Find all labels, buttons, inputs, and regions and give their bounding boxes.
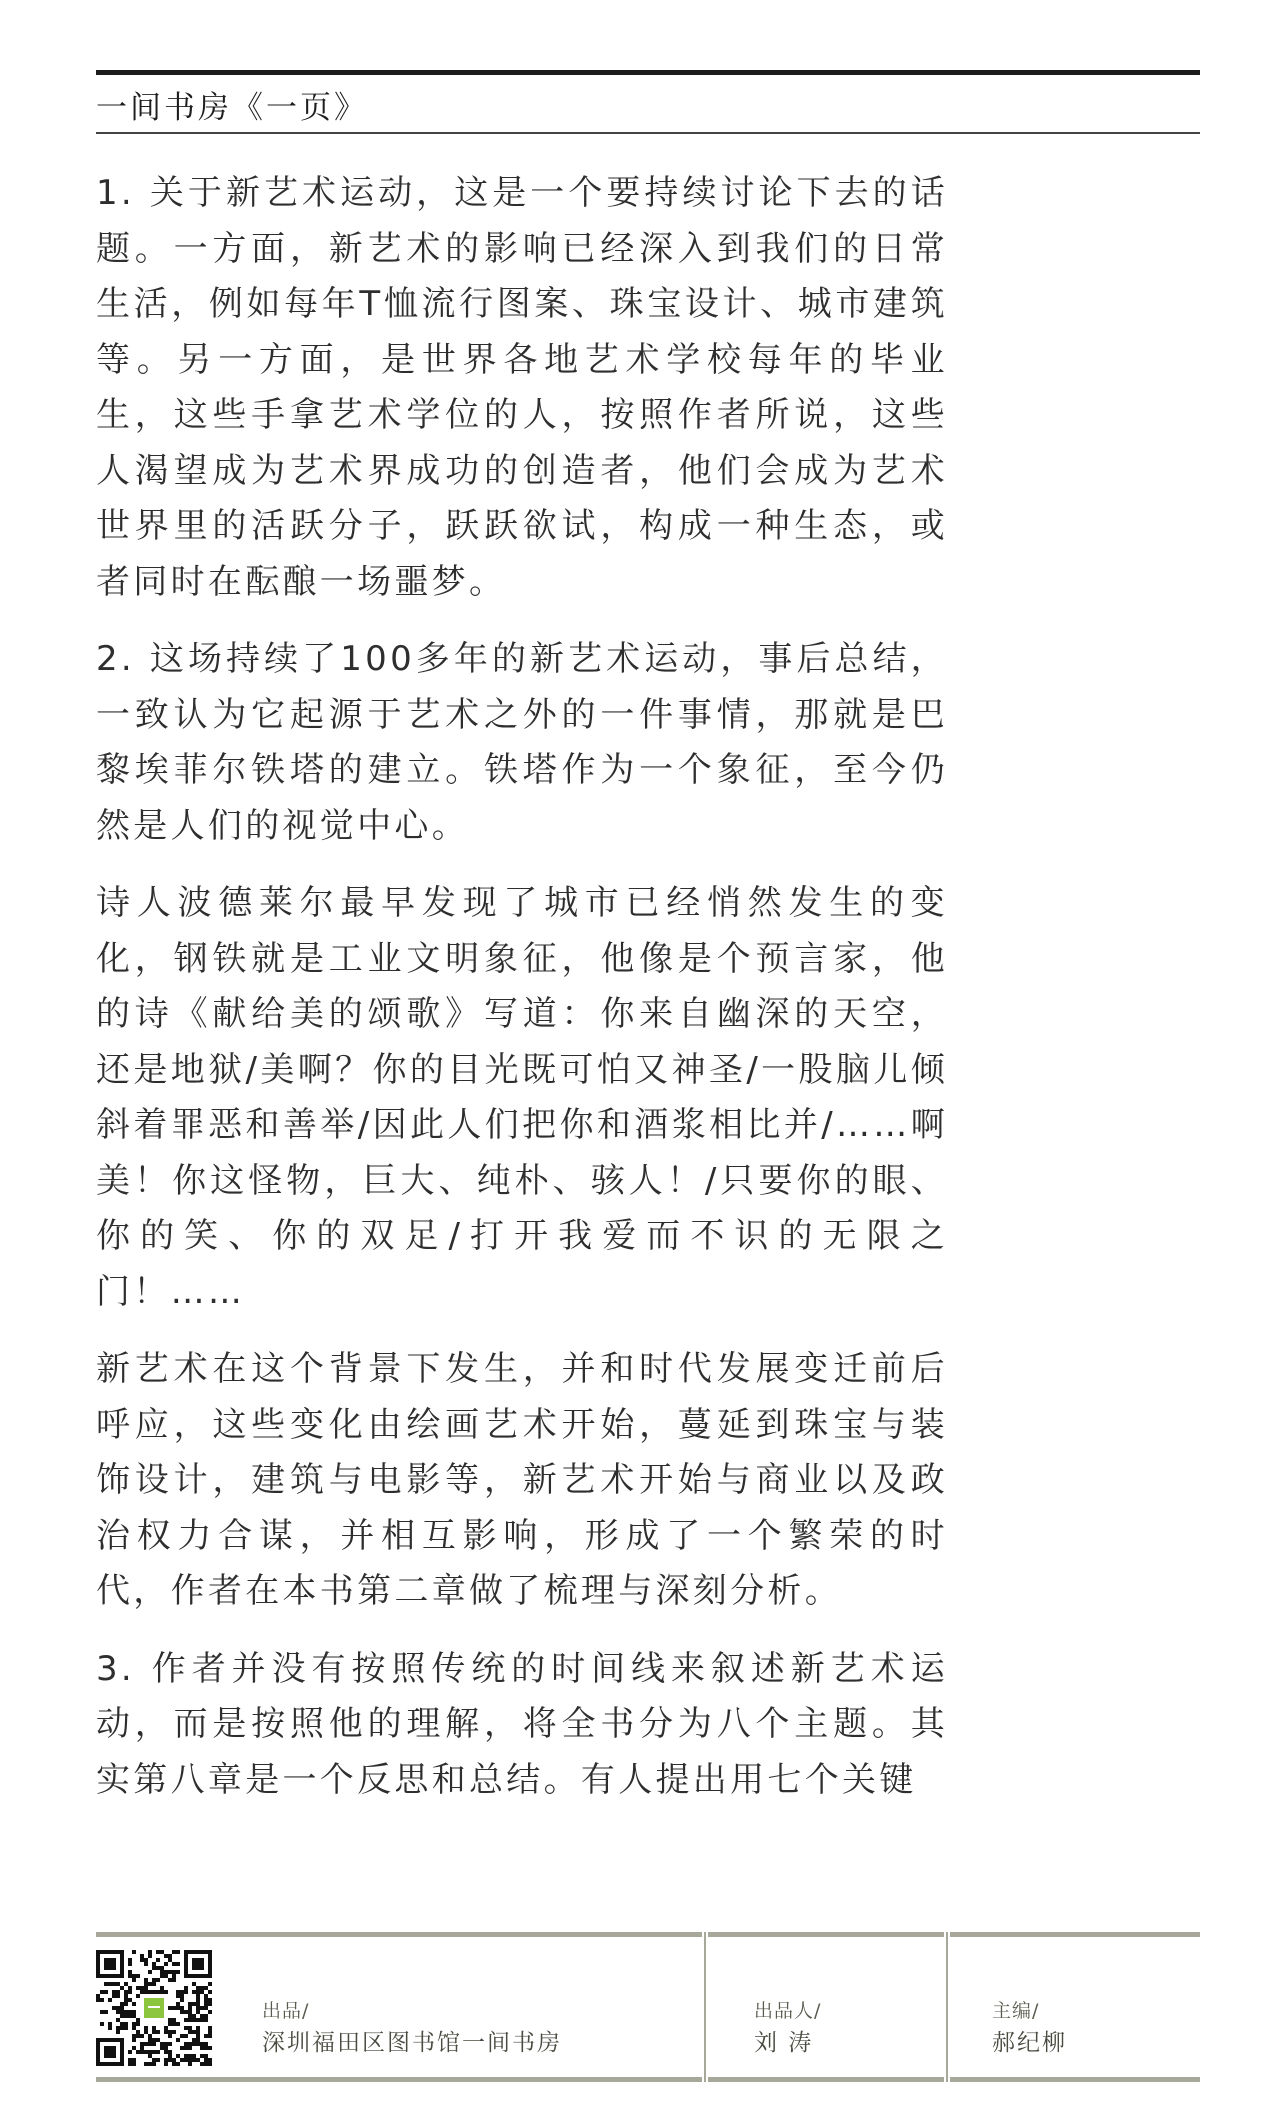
producer-label: 出品人/: [754, 2000, 822, 2022]
editor-credit: [992, 1998, 1067, 2060]
paragraph-3: 诗人波德莱尔最早发现了城市已经悄然发生的变化，钢铁就是工业文明象征，他像是个预言家，他的诗《献给美的颂歌》写道：你来自幽深的天空，还是地狱/美啊？你的目光既可怕又神圣/一股脑儿倾斜着罪恶和善举/因此人们把你和酒浆相比并/……啊美！你这怪物，巨大、纯朴、骇人！/只要你的眼、你的笑、你的双足/打开我爱而不识的无限之门！……: [96, 883, 948, 1312]
footer-rule: [708, 1932, 944, 1937]
footer: [96, 1932, 1200, 2082]
footer-divider: [946, 1932, 948, 2082]
publisher-name: 深圳福田区图书馆一间书房: [262, 2030, 562, 2056]
publisher-credit: [262, 1998, 562, 2060]
producer-name: 刘 涛: [754, 2030, 814, 2056]
footer-rule: [950, 1932, 1200, 1937]
article-body: [96, 166, 948, 1830]
paragraph-4: 新艺术在这个背景下发生，并和时代发展变迁前后呼应，这些变化由绘画艺术开始，蔓延到珠宝与装饰设计，建筑与电影等，新艺术开始与商业以及政治权力合谋，并相互影响，形成了一个繁荣的时代，作者在本书第二章做了梳理与深刻分析。: [96, 1349, 948, 1611]
editor-name: 郝纪柳: [992, 2030, 1067, 2056]
footer-rule: [708, 2077, 944, 2082]
footer-rule: [950, 2077, 1200, 2082]
footer-divider: [704, 1932, 706, 2082]
top-rule: [96, 70, 1200, 75]
paragraph-1: 1. 关于新艺术运动，这是一个要持续讨论下去的话题。一方面，新艺术的影响已经深入到我们的日常生活，例如每年T恤流行图案、珠宝设计、城市建筑等。另一方面，是世界各地艺术学校每年的毕业生，这些手拿艺术学位的人，按照作者所说，这些人渴望成为艺术界成功的创造者，他们会成为艺术世界里的活跃分子，跃跃欲试，构成一种生态，或者同时在酝酿一场噩梦。: [96, 173, 948, 602]
qr-code-icon[interactable]: [96, 1950, 212, 2066]
page-title: 一间书房《一页》: [96, 90, 368, 126]
producer-credit: [754, 1998, 821, 2060]
header-divider: [96, 132, 1200, 134]
footer-rule: [96, 2077, 702, 2082]
publisher-label: 出品/: [262, 2000, 310, 2022]
editor-label: 主编/: [992, 2000, 1040, 2022]
paragraph-2: 2. 这场持续了100多年的新艺术运动，事后总结，一致认为它起源于艺术之外的一件事情，那就是巴黎埃菲尔铁塔的建立。铁塔作为一个象征，至今仍然是人们的视觉中心。: [96, 639, 948, 846]
paragraph-5: 3. 作者并没有按照传统的时间线来叙述新艺术运动，而是按照他的理解，将全书分为八个主题。其实第八章是一个反思和总结。有人提出用七个关键: [96, 1648, 948, 1800]
footer-rule: [96, 1932, 702, 1937]
